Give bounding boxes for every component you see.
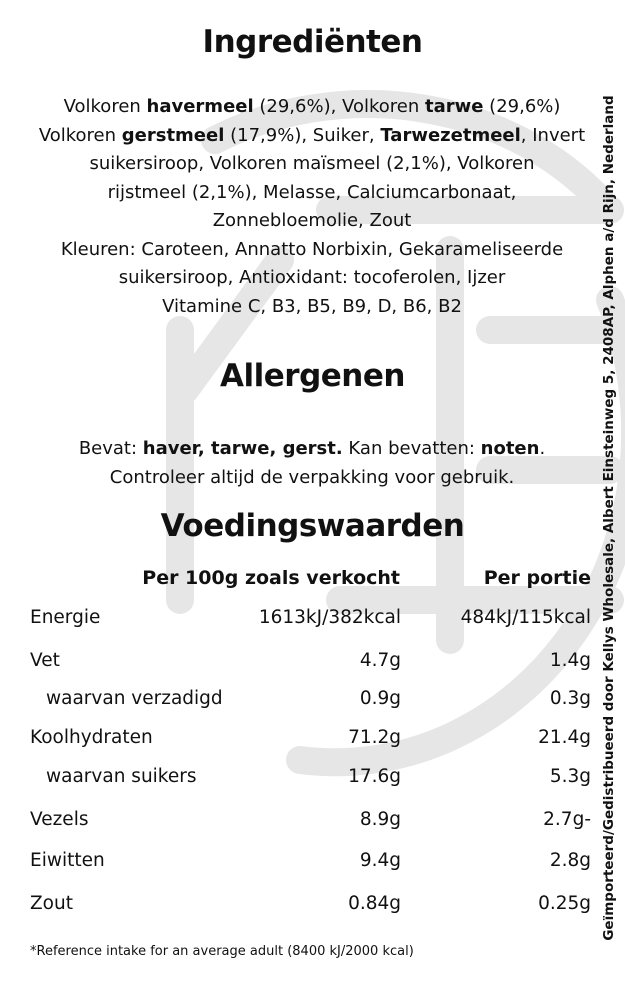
value-per-portion: 1.4g	[549, 650, 591, 671]
highlighted-ingredient: Tarwezetmeel	[380, 124, 521, 146]
highlighted-ingredient: gerstmeel	[121, 124, 225, 146]
text-segment: Controleer altijd de verpakking voor gebruik.	[109, 466, 515, 488]
value-per-100g: 4.7g	[359, 650, 401, 671]
value-per-portion: 2.8g	[549, 850, 591, 871]
highlighted-ingredient: havermeel	[146, 96, 254, 117]
value-per-portion: 484kJ/115kcal	[460, 607, 591, 628]
footnote: *Reference intake for an average adult (8400 kJ/2000 kcal)	[30, 944, 414, 959]
text-segment: Bevat:	[78, 438, 143, 459]
ingredients-text	[12, 93, 612, 321]
value-per-100g: 9.4g	[359, 850, 401, 871]
nutrient-label: Energie	[30, 607, 101, 628]
highlighted-ingredient: haver, tarwe, gerst.	[142, 438, 343, 459]
nutrition-title: Voedingswaarden	[160, 508, 465, 544]
allergens-text	[12, 435, 612, 492]
ingredients-title: Ingrediënten	[202, 24, 423, 60]
nutrient-label: waarvan verzadigd	[46, 688, 223, 709]
nutrition-row	[0, 607, 625, 635]
highlighted-ingredient: tarwe	[424, 96, 484, 117]
value-per-portion: 21.4g	[538, 727, 591, 748]
nutrition-row	[0, 650, 625, 678]
value-per-100g: 0.9g	[359, 688, 401, 709]
highlighted-ingredient: noten	[480, 438, 540, 459]
text-segment: suikersiroop, Antioxidant: tocoferolen, Ijzer	[118, 267, 506, 288]
text-segment: .	[539, 438, 546, 459]
nutrient-label: Eiwitten	[30, 850, 105, 871]
text-segment: (17,9%), Suiker,	[224, 124, 381, 146]
text-segment: (29,6%), Volkoren	[253, 96, 425, 117]
nutrition-row	[0, 688, 625, 716]
text-segment: Volkoren	[63, 96, 147, 117]
text-segment: Kan bevatten:	[342, 438, 481, 459]
text-segment: Zonnebloemolie, Zout	[212, 210, 412, 231]
text-segment: rijstmeel (2,1%), Melasse, Calciumcarbonaat,	[107, 181, 517, 203]
value-per-100g: 1613kJ/382kcal	[258, 607, 401, 628]
column-header-per-100g: Per 100g zoals verkocht	[142, 567, 400, 589]
value-per-portion: 2.7g-	[543, 809, 591, 830]
allergens-title: Allergenen	[220, 358, 405, 394]
text-segment: (29,6%)	[483, 96, 561, 117]
nutrition-row	[0, 893, 625, 921]
value-per-portion: 5.3g	[549, 766, 591, 787]
nutrition-row	[0, 850, 625, 878]
nutrition-row	[0, 766, 625, 794]
text-segment: , Invert	[520, 124, 586, 146]
value-per-portion: 0.3g	[549, 688, 591, 709]
side-distributor-label: Geïmporteerd/Gedistribueerd door Kellys Wholesale, Albert Einsteinweg 5, 2408AP, Alphen a/d Rijn, Nederland	[601, 95, 617, 941]
nutrition-row	[0, 809, 625, 837]
value-per-100g: 17.6g	[348, 766, 401, 787]
nutrient-label: Vezels	[30, 809, 89, 830]
nutrient-label: Vet	[30, 650, 60, 671]
text-segment: Kleuren: Caroteen, Annatto Norbixin, Gekarameliseerde	[60, 238, 564, 260]
text-segment: Volkoren	[38, 124, 122, 146]
nutrient-label: waarvan suikers	[46, 766, 197, 787]
value-per-100g: 8.9g	[359, 809, 401, 830]
value-per-portion: 0.25g	[538, 893, 591, 914]
value-per-100g: 71.2g	[348, 727, 401, 748]
column-header-per-portion: Per portie	[483, 567, 591, 589]
nutrition-row	[0, 727, 625, 755]
value-per-100g: 0.84g	[348, 893, 401, 914]
nutrient-label: Zout	[30, 893, 73, 914]
text-segment: Vitamine C, B3, B5, B9, D, B6, B2	[162, 295, 462, 317]
text-segment: suikersiroop, Volkoren maïsmeel (2,1%), Volkoren	[89, 153, 535, 174]
nutrient-label: Koolhydraten	[30, 727, 153, 748]
